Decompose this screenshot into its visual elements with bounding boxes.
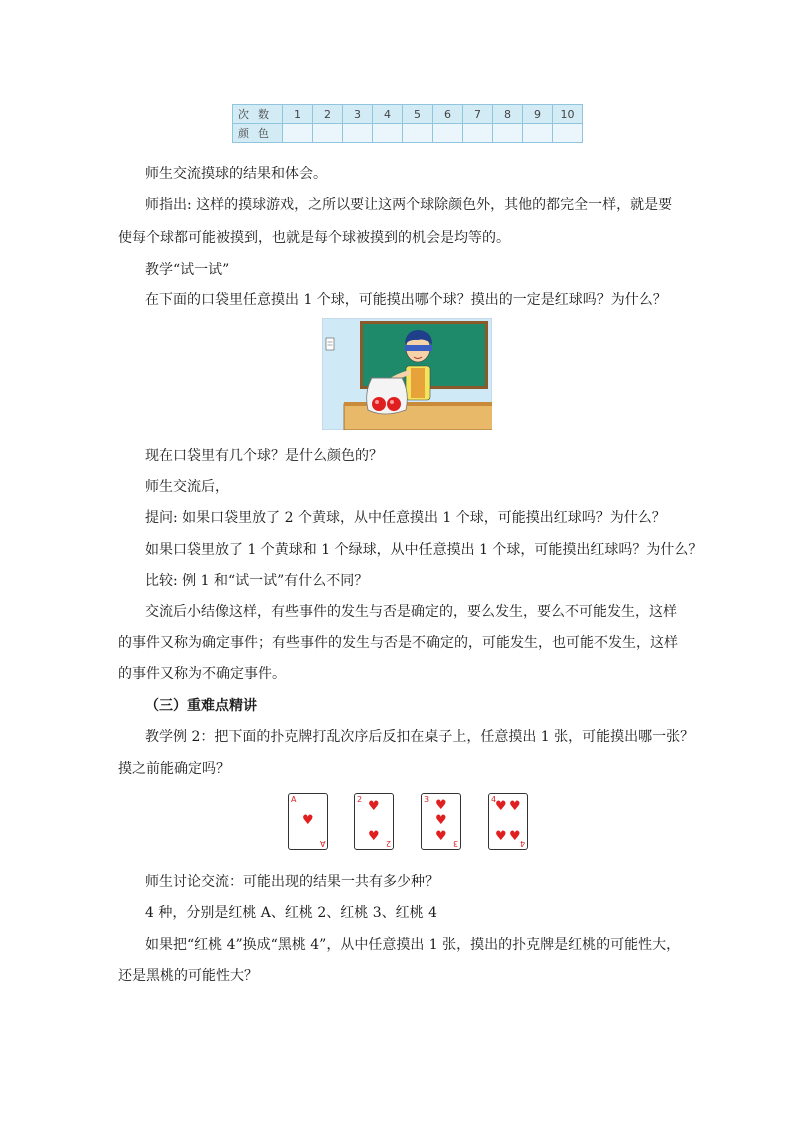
paragraph-line: 师生讨论交流：可能出现的结果一共有多少种？ (145, 874, 439, 890)
table-cell: 6 (433, 105, 463, 124)
table-row (233, 105, 583, 124)
table-cell: 4 (373, 105, 403, 124)
paragraph-line: 如果口袋里放了 1 个黄球和 1 个绿球，从中任意摸出 1 个球，可能摸出红球吗？为什么？ (145, 542, 703, 558)
heart-icon: ♥ (509, 799, 521, 814)
paragraph-line: 师生交流后， (145, 479, 229, 495)
table-row (233, 124, 583, 143)
table-cell (403, 124, 433, 143)
paragraph-line: 的事件又称为确定事件；有些事件的发生与否是不确定的，可能发生，也可能不发生，这样 (118, 635, 678, 651)
table-cell (373, 124, 403, 143)
table-cell: 8 (493, 105, 523, 124)
card-rank: 2 (357, 795, 363, 804)
card-rank: 3 (452, 839, 458, 848)
table-cell (523, 124, 553, 143)
paragraph-line: 使每个球都可能被摸到，也就是每个球被摸到的机会是均等的。 (118, 230, 510, 246)
paragraph-line: 交流后小结像这样，有些事件的发生与否是确定的，要么发生，要么不可能发生，这样 (145, 604, 677, 620)
paragraph-line: 的事件又称为不确定事件。 (118, 666, 286, 682)
paragraph-line: 师生交流摸球的结果和体会。 (145, 166, 327, 182)
table-cell (553, 124, 583, 143)
paragraph-line: 师指出: 这样的摸球游戏，之所以要让这两个球除颜色外，其他的都完全一样，就是要 (145, 197, 673, 213)
heart-icon: ♥ (368, 829, 380, 844)
paragraph-line: 教学例 2：把下面的扑克牌打乱次序后反扣在桌子上，任意摸出 1 张，可能摸出哪一张？ (145, 729, 695, 745)
table-cell (283, 124, 313, 143)
table-cell: 10 (553, 105, 583, 124)
paragraph-line: 如果把“红桃 4”换成“黑桃 4”，从中任意摸出 1 张，摸出的扑克牌是红桃的可能性大， (145, 937, 681, 953)
table-header-cell: 次数 (233, 105, 283, 124)
table-cell (493, 124, 523, 143)
playing-card-hearts-3 (421, 793, 461, 850)
playing-card-hearts-4 (488, 793, 528, 850)
heart-icon: ♥ (495, 799, 507, 814)
card-rank: 3 (424, 795, 430, 804)
table-cell (463, 124, 493, 143)
playing-card-hearts-2 (354, 793, 394, 850)
table-cell: 1 (283, 105, 313, 124)
card-rank: 4 (491, 795, 497, 804)
draw-record-table (232, 104, 583, 143)
heart-icon: ♥ (302, 813, 314, 828)
table-cell (433, 124, 463, 143)
paragraph-line: 还是黑桃的可能性大？ (118, 968, 258, 984)
playing-card-hearts-a (288, 793, 328, 850)
card-rank: 2 (385, 839, 391, 848)
card-rank: A (319, 839, 325, 848)
card-rank: 4 (519, 839, 525, 848)
paragraph-line: 在下面的口袋里任意摸出 1 个球，可能摸出哪个球？摸出的一定是红球吗？为什么？ (145, 292, 667, 308)
table-cell: 3 (343, 105, 373, 124)
paragraph-line: 现在口袋里有几个球？是什么颜色的？ (145, 448, 383, 464)
blindfold-boy-illustration (322, 318, 492, 430)
table-cell: 2 (313, 105, 343, 124)
table-cell: 5 (403, 105, 433, 124)
paragraph-line: 摸之前能确定吗？ (118, 761, 230, 777)
table-cell: 7 (463, 105, 493, 124)
heart-icon: ♥ (435, 829, 447, 844)
section-heading: （三）重难点精讲 (145, 698, 257, 714)
paragraph-line: 4 种，分别是红桃 A、红桃 2、红桃 3、红桃 4 (145, 905, 437, 921)
heart-icon: ♥ (368, 799, 380, 814)
table-cell: 9 (523, 105, 553, 124)
heart-icon: ♥ (509, 829, 521, 844)
paragraph-line: 教学“试一试” (145, 262, 230, 278)
heart-icon: ♥ (435, 798, 447, 813)
paragraph-line: 比较: 例 1 和“试一试”有什么不同？ (145, 573, 369, 589)
card-rank: A (291, 795, 297, 804)
table-cell (343, 124, 373, 143)
table-header-cell: 颜色 (233, 124, 283, 143)
heart-icon: ♥ (435, 813, 447, 828)
paragraph-line: 提问: 如果口袋里放了 2 个黄球，从中任意摸出 1 个球，可能摸出红球吗？为什么？ (145, 510, 666, 526)
table-cell (313, 124, 343, 143)
heart-icon: ♥ (495, 829, 507, 844)
